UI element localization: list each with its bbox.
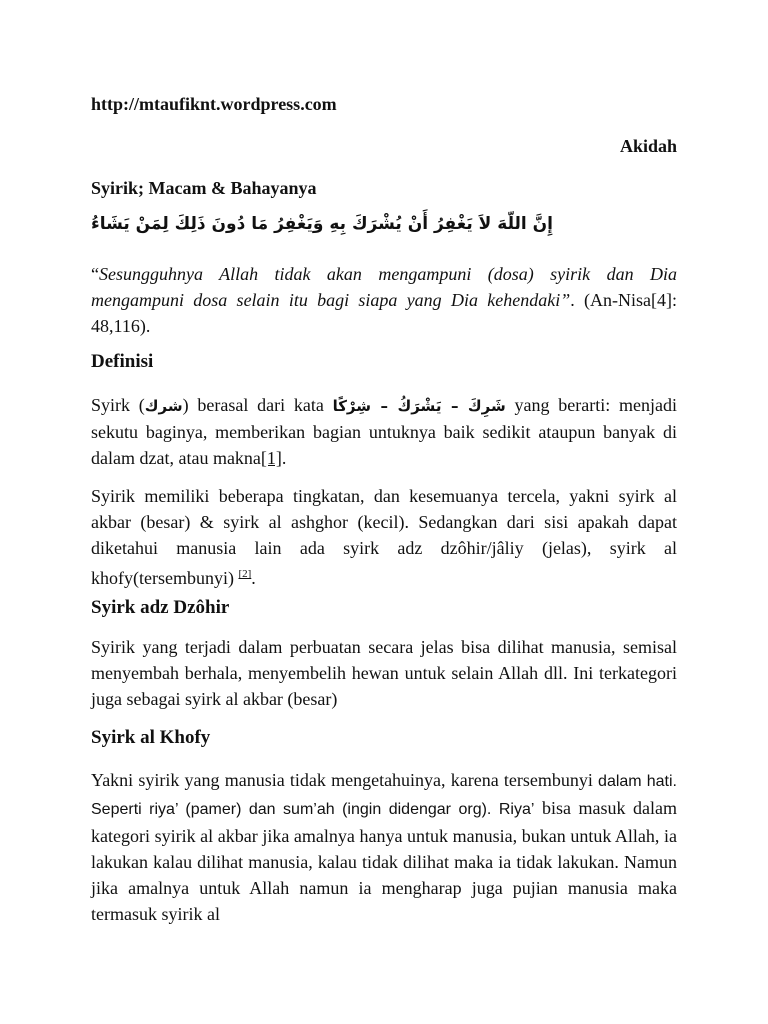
text-run: .: [281, 448, 287, 468]
arabic-term: شرك: [144, 397, 183, 415]
article-title: Syirik; Macam & Bahayanya: [91, 178, 317, 198]
source-url[interactable]: http://mtaufiknt.wordpress.com: [91, 94, 337, 114]
quote-text: Sesungguhnya Allah tidak akan mengampuni (dosa) syirik dan Dia mengampuni dosa selain itu bagi siapa yang Dia kehendaki”: [91, 264, 677, 310]
definisi-paragraph-2: [91, 483, 677, 591]
quote-open-mark: “: [91, 264, 99, 284]
text-run: bisa masuk dalam kategori syirik al akbar jika amalnya hanya untuk manusia, bukan untuk Allah, ia lakukan kalau dilihat manusia, kalau tidak dilihat maka ia tidak lakukan. Namun jika amalnya untuk Allah namun ia mengharap juga pujian manusia maka termasuk syirik al: [91, 798, 677, 924]
definisi-paragraph-1: [91, 392, 677, 471]
quran-verse-arabic: إِنَّ اللّهَ لاَ يَغْفِرُ أَنْ يُشْرَكَ بِهِ وَيَغْفِرُ مَا دُونَ ذَلِكَ لِمَنْ يَشَاءُ: [91, 214, 553, 234]
footnote-link-1[interactable]: [1]: [260, 448, 282, 468]
quote-reference: . (An-Nisa[4]: 48,116).: [91, 290, 677, 336]
khofy-paragraph: [91, 767, 677, 927]
category-label: Akidah: [619, 136, 677, 156]
text-run: .: [251, 568, 256, 588]
text-run: Syirk (: [91, 395, 145, 415]
heading-syirk-khofy: Syirk al Khofy: [91, 727, 211, 748]
text-run: Syirik memiliki beberapa tingkatan, dan kesemuanya tercela, yakni syirk al akbar (besar) & syirk al ashghor (kecil). Sedangkan dari sisi apakah dapat diketahui manusia lain ada syirk adz dzôhir/jâliy (jelas), syirk al khofy(tersembunyi): [91, 486, 677, 588]
text-run: ) berasal dari kata: [182, 395, 333, 415]
dzohir-paragraph: Syirik yang terjadi dalam perbuatan secara jelas bisa dilihat manusia, semisal menyembah berhala, menyembelih hewan untuk selain Allah dll. Ini terkategori juga sebagai syirk al akbar (besar): [91, 637, 677, 709]
arabic-root-forms: شَرِكَ – يَشْرَكُ – شِرْكًا: [332, 397, 506, 415]
text-run: yang berarti: menjadi sekutu baginya, memberikan bagian untuknya baik sedikit ataupun banyak di dalam dzat, atau makna: [91, 395, 677, 468]
footnote-link-2[interactable]: [2]: [238, 568, 252, 580]
verse-translation: [91, 261, 677, 339]
text-run: dalam hati. Seperti riya’ (pamer) dan sum’ah (ingin didengar org). Riya’: [91, 773, 677, 818]
heading-syirk-dzohir: Syirk adz Dzôhir: [91, 597, 230, 618]
heading-definisi: Definisi: [91, 351, 154, 372]
text-run: Yakni syirik yang manusia tidak mengetahuinya, karena tersembunyi: [91, 770, 599, 790]
